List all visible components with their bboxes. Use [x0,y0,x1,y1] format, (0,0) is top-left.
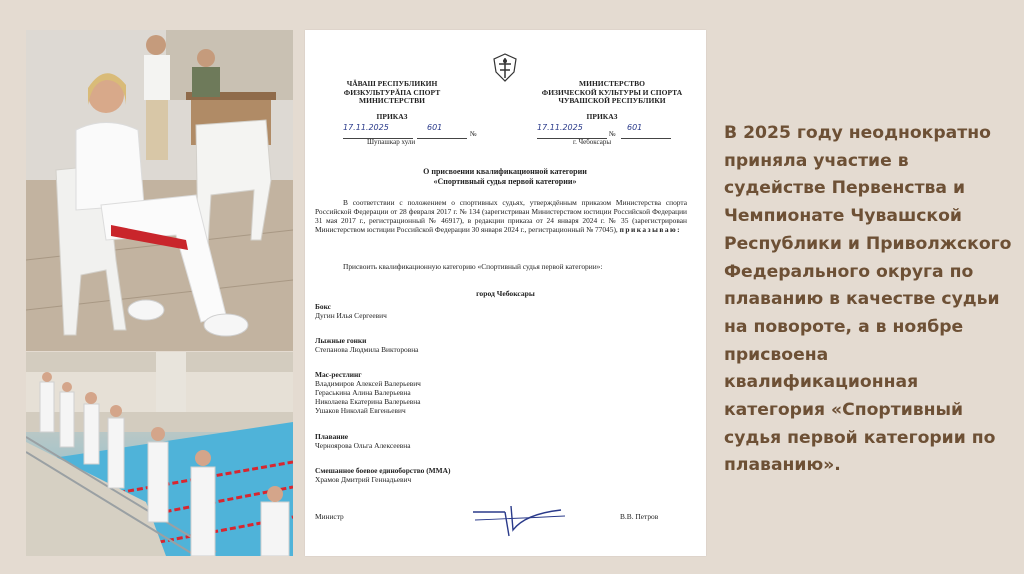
document-body [315,198,687,234]
document-title-line: «Спортивный судья первой категории» [433,177,577,186]
body-command: приказываю: [619,225,682,235]
coat-of-arms-icon [490,52,520,82]
person-name: Ушаков Николай Евгеньевич [315,406,406,415]
header-left [327,80,457,106]
assign-text: Присвоить квалификационную категорию «Спортивный судья первой категории»: [343,262,603,271]
section-heading: Лыжные гонки [315,336,367,345]
place-right: г. Чебоксары [573,138,612,146]
date-left: 17.11.2025 [343,123,389,132]
header-left-line: ФИЗКУЛЬТУРĂПА СПОРТ [343,87,441,97]
signature-name: В.В. Петров [620,512,659,521]
document-title [345,167,665,187]
header-right-line: ФИЗИЧЕСКОЙ КУЛЬТУРЫ И СПОРТА [541,87,683,97]
signature-label: Министр [315,512,344,521]
order-label-right: ПРИКАЗ [586,112,618,121]
header-left-line: МИНИСТЕРСТВИ [359,96,425,105]
order-label-left: ПРИКАЗ [376,112,408,121]
number-sign-left: № [470,130,477,138]
person-name: Гераськина Алина Валерьевна [315,388,411,397]
header-right-line: ЧУВАШСКОЙ РЕСПУБЛИКИ [558,96,666,105]
body-main: В соответствии с положением о спортивных судьях, утверждённым приказом Министерства спорта Российской Федерации от 28 февраля 2017 г. № 134 (зарегистриван Министерством юстиции Российской Федерации 31 мая 2017 г., регистрационный № 46917), в редакции приказа от 24 января 2024 г. № 35 (зарегистрирован Министерством юстиции Российской Федерации 30 января 2024 г., регистрационный № 77045), [315,198,687,235]
section-swimming [315,432,675,450]
section-heading: Плавание [315,432,349,441]
order-document [305,30,706,556]
date-right: 17.11.2025 [537,123,583,132]
header-right-line: МИНИСТЕРСТВО [579,79,645,88]
section-mma [315,466,675,484]
section-ski-racing [315,336,675,354]
signature-mark [465,500,575,540]
person-name: Степанова Людмила Викторовна [315,345,419,354]
photo-judge-seated [26,30,293,351]
section-boxing [315,302,675,320]
section-heading: Бокс [315,302,331,311]
person-name: Николаева Екатерина Валерьевна [315,397,421,406]
header-right [537,80,687,106]
person-name: Храмов Дмитрий Геннадьевич [315,475,412,484]
photo-judges-pool [26,352,293,556]
city-heading: город Чебоксары [476,289,535,298]
number-right: 601 [627,123,643,132]
number-left: 601 [427,123,443,132]
number-sign-right: № [609,130,616,138]
header-left-line: ЧĂВАШ РЕСПУБЛИКИН [346,79,438,88]
place-left: Шупашкар хули [367,138,416,146]
person-name: Владимиров Алексей Валерьевич [315,379,421,388]
person-name: Дугин Илья Сергеевич [315,311,387,320]
document-title-line: О присвоении квалификационной категории [423,167,587,176]
description-text: В 2025 году неоднократно приняла участие в судействе Первенства и Чемпионате Чувашской Республики и Приволжского Федерального округа по плаванию в качестве судьи на повороте, а в ноябре присвоена квалификационная категория «Спортивный судья первой категории по плаванию». [724,123,1012,476]
section-heading: Смешанное боевое единоборство (ММА) [315,466,451,475]
section-heading: Мас-рестлинг [315,370,362,379]
section-mas-wrestling [315,370,675,415]
person-name: Черноярова Ольга Алексеевна [315,441,411,450]
